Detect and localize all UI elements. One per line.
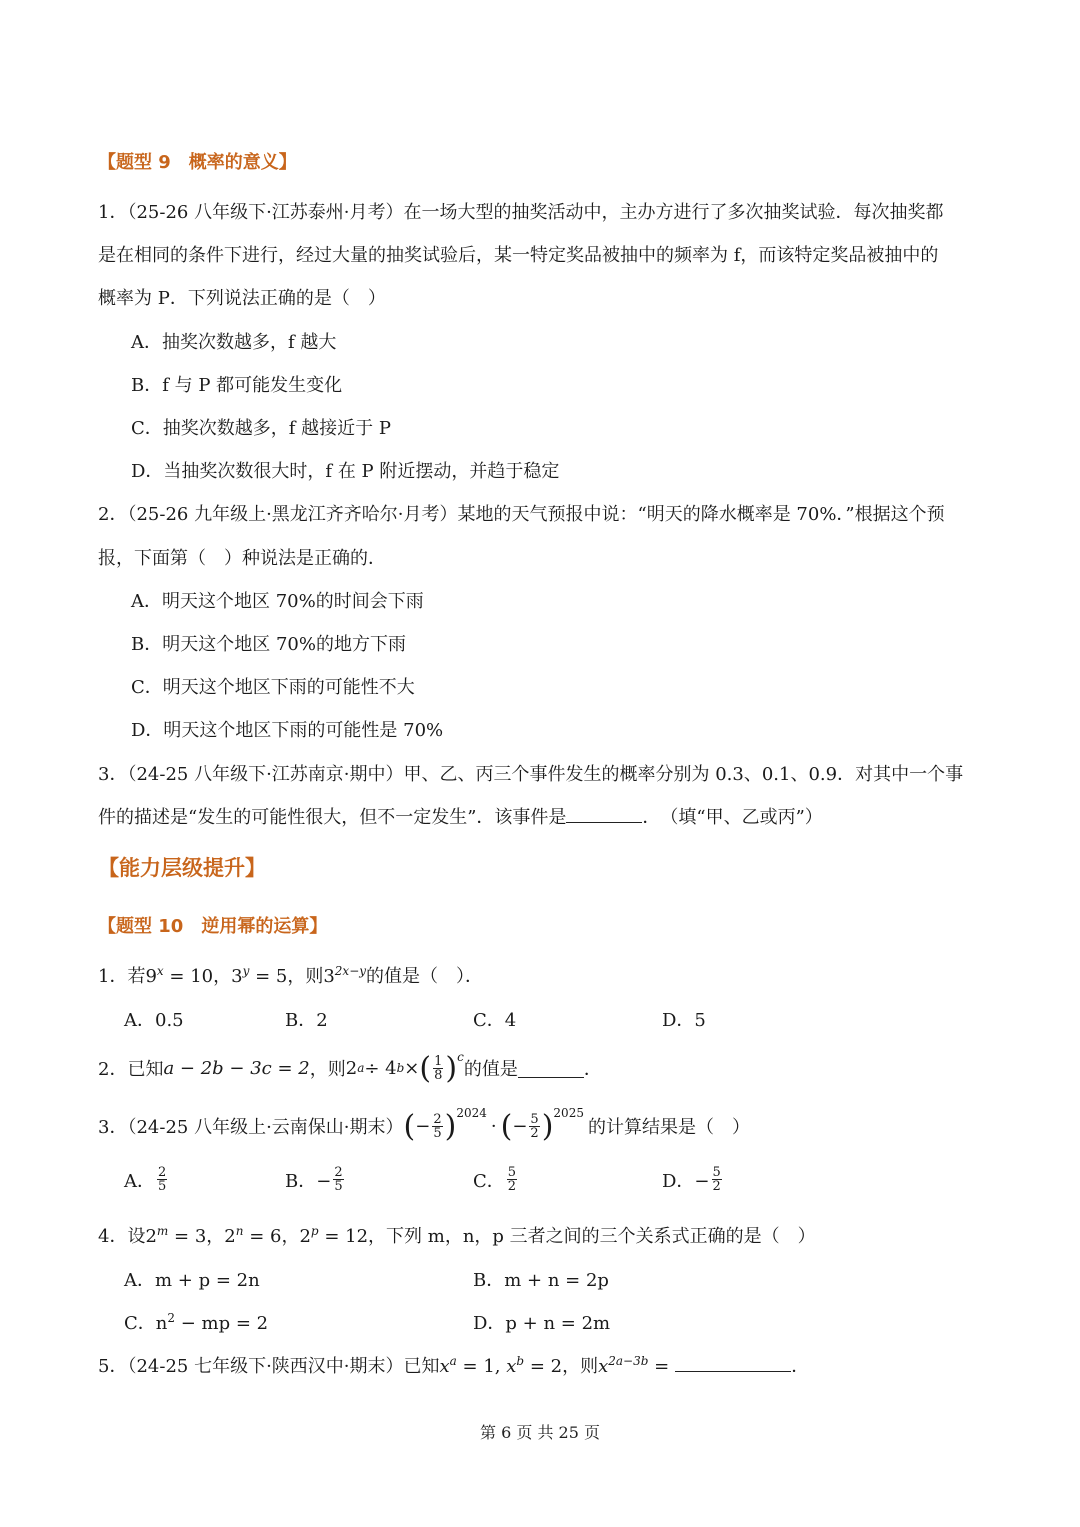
s10-q1-stem [98, 962, 483, 988]
s10-q5-exp2: b [516, 1354, 525, 1368]
q3-answer-blank[interactable] [566, 804, 642, 823]
q2-option-a: A．明天这个地区 70%的时间会下雨 [131, 591, 424, 612]
s10-q2-answer-blank[interactable] [518, 1059, 584, 1078]
s10-q2-fraction [433, 1055, 443, 1082]
q1-line3: 概率为 P．下列说法正确的是（ ） [98, 288, 386, 309]
q2-option-d: D．明天这个地区下雨的可能性是 70% [131, 720, 444, 741]
s10-q2-exp3: c [457, 1050, 464, 1064]
q2-line2: 报，下面第（ ）种说法是正确的． [98, 548, 386, 569]
s10-q1-option-a: A．0.5 [124, 1010, 184, 1031]
section-title-9: 【题型 9 概率的意义】 [98, 152, 297, 173]
s10-q3-exp1: 2024 [456, 1106, 487, 1120]
s10-q1-exp1: x [156, 964, 164, 978]
s10-q5-stem [98, 1352, 809, 1378]
s10-q3-option-c-label: C． [473, 1170, 505, 1192]
s10-q3-prefix: 3．（24-25 八年级上·云南保山·期末） [98, 1117, 404, 1138]
s10-q3-minus1: − [415, 1115, 431, 1137]
s10-q3-option-c [473, 1166, 519, 1193]
s10-q2-paren-close: ) [445, 1050, 458, 1086]
s10-q3-paren2-close: ) [541, 1108, 554, 1144]
s10-q3-paren2-open: ( [500, 1108, 513, 1144]
ability-title: 【能力层级提升】 [98, 856, 266, 880]
s10-q4-option-d: D．p + n = 2m [473, 1313, 611, 1334]
s10-q4-stem [98, 1222, 816, 1248]
s10-q4-prefix: 4．设 [98, 1226, 146, 1247]
s10-q4-option-c-pre: C．n [124, 1313, 168, 1334]
q1-line2: 是在相同的条件下进行，经过大量的抽奖试验后，某一特定奖品被抽中的频率为 f，而该特定奖品被抽中的 [98, 245, 939, 266]
s10-q3-f2-den: 2 [530, 1125, 539, 1141]
s10-q2-condition: a − 2b − 3c = 2 [163, 1057, 310, 1079]
s10-q2-frac-den: 8 [434, 1067, 443, 1083]
s10-q3-stem [98, 1106, 750, 1146]
q1-option-a: A．抽奖次数越多，f 越大 [131, 332, 337, 353]
s10-q4-base1: 2 [145, 1226, 157, 1247]
s10-q2-end: ． [583, 1059, 602, 1080]
s10-q1-eq2: = 5，则 [249, 966, 324, 987]
s10-q3-fraction2 [529, 1113, 539, 1140]
s10-q3-dot: · [490, 1115, 497, 1137]
s10-q3-f2-num: 5 [530, 1111, 539, 1127]
s10-q3-option-a-label: A． [124, 1170, 155, 1192]
s10-q1-option-c: C．4 [473, 1010, 517, 1031]
s10-q3-exp2: 2025 [553, 1106, 584, 1120]
s10-q5-exp3: 2a−3b [608, 1354, 649, 1368]
s10-q5-prefix: 5．（24-25 七年级下·陕西汉中·期末）已知 [98, 1356, 440, 1377]
s10-q4-option-b: B．m + n = 2p [473, 1270, 609, 1291]
s10-q1-base1: 9 [145, 966, 157, 987]
s10-q3-option-b-label: B．− [285, 1170, 332, 1192]
s10-q4-eq2: = 6， [243, 1226, 300, 1247]
q3-line1: 3．（24-25 八年级下·江苏南京·期中）甲、乙、丙三个事件发生的概率分别为 0.3、0.1、0.9．对其中一个事 [98, 764, 964, 785]
q1-option-c: C．抽奖次数越多，f 越接近于 P [131, 418, 391, 439]
q3-line2-hint: ． （填“甲、乙或丙”） [642, 807, 823, 828]
s10-q5-eq2: = 2，则 [524, 1356, 599, 1377]
s10-q5-answer-blank[interactable] [675, 1353, 791, 1372]
s10-q5-end: ． [791, 1356, 810, 1377]
s10-q3-option-a-frac [157, 1166, 167, 1193]
q1-line1: 1．（25-26 八年级下·江苏泰州·月考）在一场大型的抽奖活动中，主办方进行了多次抽奖试验．每次抽奖都 [98, 202, 944, 223]
s10-q3-f1-num: 2 [433, 1111, 442, 1127]
s10-q2-exp1: a [357, 1061, 365, 1075]
s10-q3-minus2: − [512, 1115, 528, 1137]
s10-q1-base3: 3 [323, 966, 335, 987]
s10-q2-mid: ，则 [309, 1059, 346, 1080]
q3-line2 [98, 803, 823, 829]
s10-q3-option-b-den: 5 [334, 1179, 343, 1194]
s10-q5-base1: x [439, 1356, 450, 1377]
s10-q1-option-b: B．2 [285, 1010, 328, 1031]
s10-q5-base2: x [506, 1356, 517, 1377]
q3-line2-text: 件的描述是“发生的可能性很大，但不一定发生”．该事件是 [98, 807, 567, 828]
s10-q4-eq1: = 3， [168, 1226, 225, 1247]
s10-q3-option-c-den: 2 [507, 1179, 517, 1194]
s10-q2-paren-open: ( [419, 1050, 432, 1086]
s10-q5-exp1: a [449, 1354, 457, 1368]
s10-q2-base1: 2 [345, 1057, 358, 1079]
q2-option-c: C．明天这个地区下雨的可能性不大 [131, 677, 415, 698]
s10-q3-option-d-num: 5 [712, 1165, 721, 1180]
s10-q4-exp2: n [235, 1224, 244, 1238]
s10-q2-exp2: b [396, 1061, 405, 1075]
q2-option-b: B．明天这个地区 70%的地方下雨 [131, 634, 406, 655]
s10-q1-prefix: 1．若 [98, 966, 146, 987]
s10-q1-eq1: = 10， [163, 966, 232, 987]
s10-q3-fraction1 [432, 1113, 442, 1140]
s10-q1-exp2: y [242, 964, 250, 978]
q2-line1: 2．（25-26 九年级上·黑龙江齐齐哈尔·月考）某地的天气预报中说：“明天的降水概率是 70%．”根据这个预 [98, 504, 945, 525]
s10-q1-option-d: D．5 [662, 1010, 706, 1031]
s10-q4-eq3: = 12，下列 m，n，p 三者之间的三个关系式正确的是（ ） [318, 1226, 816, 1247]
s10-q2-frac-num: 1 [434, 1053, 443, 1069]
q1-option-d: D．当抽奖次数很大时，f 在 P 附近摆动，并趋于稳定 [131, 461, 560, 482]
section-title-10: 【题型 10 逆用幂的运算】 [98, 916, 328, 937]
s10-q3-option-a-num: 2 [158, 1165, 167, 1180]
s10-q3-option-b [285, 1166, 346, 1193]
s10-q3-option-d [662, 1166, 724, 1193]
s10-q4-exp1: m [156, 1224, 169, 1238]
q1-option-b: B．f 与 P 都可能发生变化 [131, 375, 343, 396]
s10-q2-prefix: 2．已知 [98, 1059, 164, 1080]
s10-q4-option-a: A．m + p = 2n [124, 1270, 260, 1291]
s10-q2-op2: × [404, 1057, 420, 1079]
s10-q3-option-d-frac [712, 1166, 722, 1193]
page-footer: 第 6 页 共 25 页 [480, 1423, 600, 1442]
s10-q3-option-a-den: 5 [158, 1179, 167, 1194]
s10-q3-paren1-open: ( [403, 1108, 416, 1144]
s10-q3-option-d-label: D．− [662, 1170, 710, 1192]
s10-q3-option-b-frac [333, 1166, 343, 1193]
s10-q5-eq1: = 1, [456, 1356, 507, 1377]
s10-q3-option-c-frac [507, 1166, 517, 1193]
s10-q3-option-a [124, 1166, 169, 1193]
s10-q2-op1: ÷ 4 [364, 1057, 397, 1079]
s10-q4-option-c-sup: 2 [167, 1311, 176, 1325]
s10-q4-exp3: p [310, 1224, 319, 1238]
s10-q3-option-b-num: 2 [334, 1165, 343, 1180]
s10-q4-base3: 2 [299, 1226, 311, 1247]
s10-q3-f1-den: 5 [433, 1125, 442, 1141]
s10-q3-option-d-den: 2 [712, 1179, 721, 1194]
s10-q5-eq3: = [648, 1356, 670, 1377]
s10-q4-option-c [124, 1309, 268, 1335]
s10-q2-suffix: 的值是 [463, 1059, 518, 1080]
s10-q1-exp3: 2x−y [334, 964, 367, 978]
s10-q3-paren1-close: ) [444, 1108, 457, 1144]
s10-q4-base2: 2 [224, 1226, 236, 1247]
s10-q4-option-c-post: − mp = 2 [175, 1313, 269, 1334]
s10-q3-suffix: 的计算结果是（ ） [587, 1117, 750, 1138]
s10-q1-suffix: 的值是（ ）． [366, 966, 484, 987]
s10-q3-option-c-num: 5 [507, 1165, 517, 1180]
s10-q5-base3: x [598, 1356, 609, 1377]
s10-q2-stem [98, 1050, 602, 1086]
s10-q1-base2: 3 [231, 966, 243, 987]
